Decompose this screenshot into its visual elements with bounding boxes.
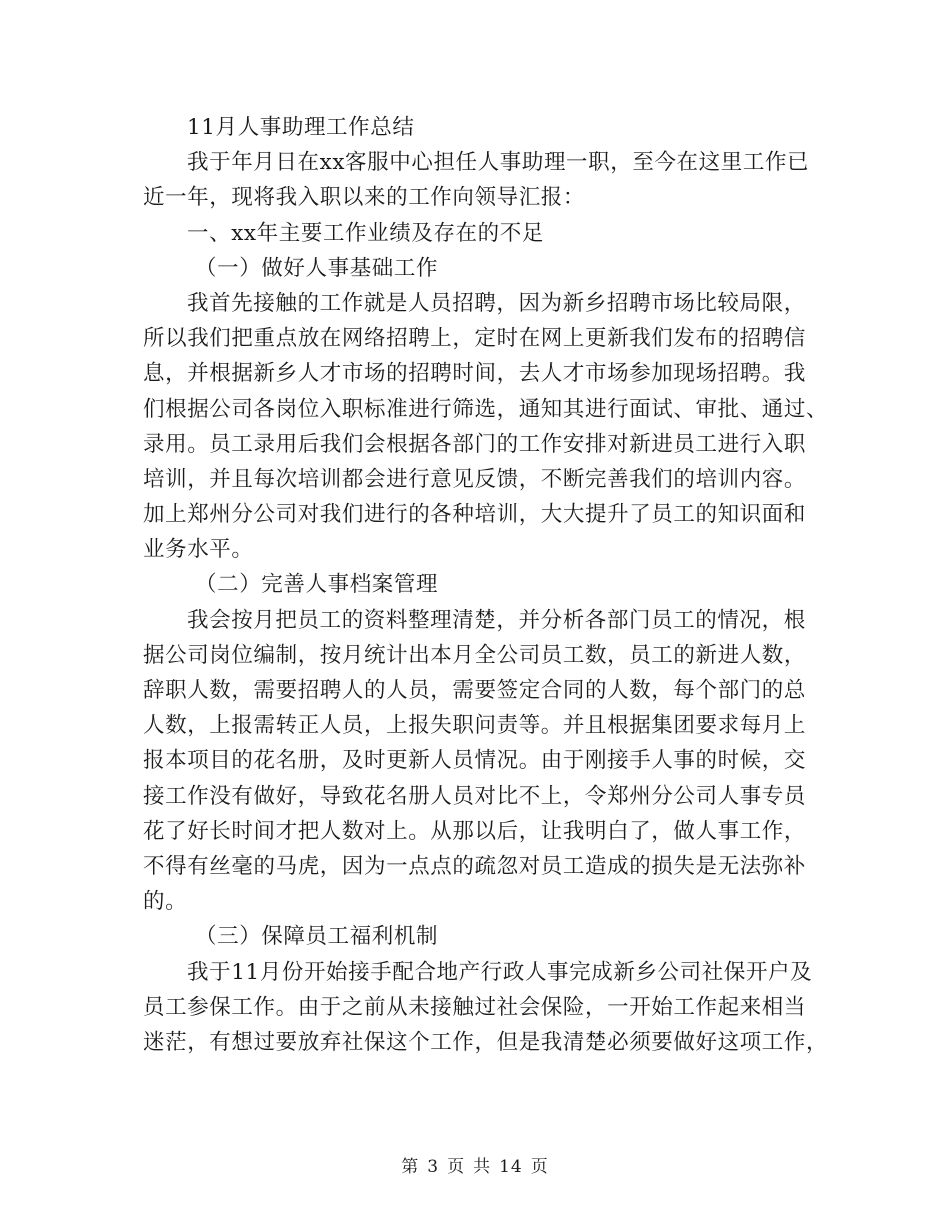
document-body xyxy=(143,110,829,1060)
subsection-heading: （三）保障员工福利机制 xyxy=(195,924,439,950)
paragraph-line: 我首先接触的工作就是人员招聘，因为新乡招聘市场比较局限， xyxy=(187,290,806,316)
intro-line: 近一年，现将我入职以来的工作向领导汇报： xyxy=(143,185,586,211)
paragraph-line: 录用。员工录用后我们会根据各部门的工作安排对新进员工进行入职 xyxy=(143,431,807,457)
paragraph-line: 报本项目的花名册，及时更新人员情况。由于刚接手人事的时候，交 xyxy=(143,748,807,774)
paragraph-line: 息，并根据新乡人才市场的招聘时间，去人才市场参加现场招聘。我 xyxy=(143,361,807,387)
subsection-heading: （一）做好人事基础工作 xyxy=(195,255,439,281)
section-heading: 一、xx年主要工作业绩及存在的不足 xyxy=(187,220,544,246)
paragraph-line: 不得有丝毫的马虎，因为一点点的疏忽对员工造成的损失是无法弥补 xyxy=(143,853,807,879)
total-pages: 14 xyxy=(499,1157,523,1177)
paragraph-line: 我会按月把员工的资料整理清楚，并分析各部门员工的情况，根 xyxy=(187,607,806,633)
page-label-prefix: 第 xyxy=(401,1157,420,1177)
paragraph-line: 辞职人数，需要招聘人的人员，需要签定合同的人数，每个部门的总 xyxy=(143,678,807,703)
paragraph-line: 人数，上报需转正人员，上报失职问责等。并且根据集团要求每月上 xyxy=(143,713,807,739)
paragraph-line: 业务水平。 xyxy=(143,537,254,563)
page-footer xyxy=(0,1152,950,1177)
paragraph-line: 迷茫，有想过要放弃社保这个工作，但是我清楚必须要做好这项工作， xyxy=(143,1029,829,1055)
page-label-mid: 页 xyxy=(447,1157,466,1177)
subsection-heading: （二）完善人事档案管理 xyxy=(195,572,439,598)
paragraph-line: 所以我们把重点放在网络招聘上，定时在网上更新我们发布的招聘信 xyxy=(143,326,807,352)
paragraph-line: 员工参保工作。由于之前从未接触过社会保险，一开始工作起来相当 xyxy=(143,994,807,1020)
paragraph-line: 据公司岗位编制，按月统计出本月全公司员工数，员工的新进人数， xyxy=(143,642,807,668)
intro-line: 我于年月日在xx客服中心担任人事助理一职，至今在这里工作已 xyxy=(187,150,810,176)
paragraph-line: 培训，并且每次培训都会进行意见反馈，不断完善我们的培训内容。 xyxy=(143,466,807,492)
page-number: 3 xyxy=(427,1157,440,1177)
paragraph-line: 们根据公司各岗位入职标准进行筛选，通知其进行面试、审批、通过、 xyxy=(143,396,829,422)
document-title: 11月人事助理工作总结 xyxy=(187,115,415,140)
total-label: 共 xyxy=(473,1157,492,1177)
paragraph-line: 花了好长时间才把人数对上。从那以后，让我明白了，做人事工作， xyxy=(143,818,807,844)
paragraph-line: 的。 xyxy=(143,889,188,915)
paragraph-line: 我于11月份开始接手配合地产行政人事完成新乡公司社保开户及 xyxy=(187,959,813,985)
page-label-suffix: 页 xyxy=(530,1157,549,1177)
paragraph-line: 接工作没有做好，导致花名册人员对比不上，令郑州分公司人事专员 xyxy=(143,783,807,809)
paragraph-line: 加上郑州分公司对我们进行的各种培训，大大提升了员工的知识面和 xyxy=(143,502,807,528)
